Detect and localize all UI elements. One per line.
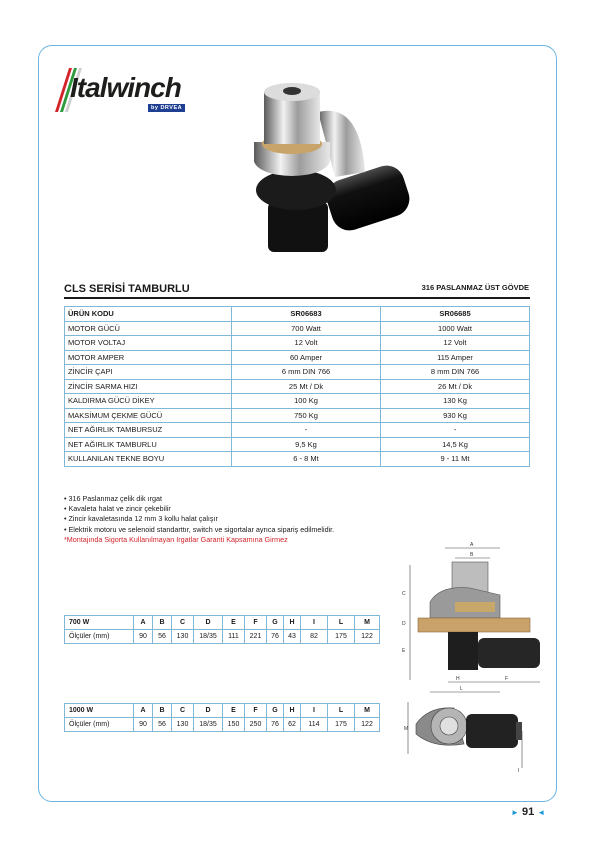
dim-value: 111 (223, 630, 245, 644)
dim-label-c: C (402, 591, 406, 597)
dim-value: 43 (284, 630, 301, 644)
spec-value: 9 - 11 Mt (381, 452, 530, 467)
spec-label: KALDIRMA GÜCÜ DİKEY (65, 394, 232, 409)
dim-col: I (301, 616, 328, 630)
product-subtitle: 316 PASLANMAZ ÜST GÖVDE (421, 283, 529, 292)
dim-label-d: D (402, 621, 406, 627)
dim-col: C (172, 616, 194, 630)
dim-value: 56 (153, 630, 172, 644)
dim-value: 18/35 (194, 630, 223, 644)
dim-col: F (245, 616, 267, 630)
dim-model: 1000 W (65, 704, 134, 718)
dim-value: 221 (245, 630, 267, 644)
dim-col: A (134, 704, 153, 718)
spec-col-sr06685: SR06685 (381, 307, 530, 322)
spec-value: 130 Kg (381, 394, 530, 409)
spec-label: MOTOR VOLTAJ (65, 336, 232, 351)
arrow-left-icon: ◄ (537, 808, 546, 817)
spec-value: 12 Volt (232, 336, 381, 351)
spec-label: MOTOR AMPER (65, 350, 232, 365)
dim-label-b: B (470, 552, 474, 558)
page-number-value: 91 (521, 806, 535, 818)
table-row (65, 394, 530, 409)
product-title: CLS SERİSİ TAMBURLU (64, 283, 190, 295)
dim-label-f: F (505, 676, 509, 682)
dim-label-e: E (402, 648, 406, 654)
spec-value: 60 Amper (232, 350, 381, 365)
dim-header-row (65, 704, 380, 718)
dimensions-table-700w (64, 615, 380, 644)
italwinch-logo (52, 62, 187, 120)
spec-table (64, 306, 530, 467)
arrow-right-icon: ► (511, 808, 519, 817)
dim-label-a: A (470, 542, 474, 548)
dim-value: 130 (172, 630, 194, 644)
dim-col: M (355, 704, 380, 718)
note-item: • Kavaleta halat ve zincir çekebilir (64, 504, 171, 514)
dim-col: L (328, 616, 355, 630)
spec-header-row (65, 307, 530, 322)
table-row (65, 379, 530, 394)
dim-col: L (328, 704, 355, 718)
table-row (65, 408, 530, 423)
dim-value: 62 (284, 718, 301, 732)
dim-value: 122 (355, 718, 380, 732)
dim-value: 90 (134, 718, 153, 732)
feature-notes (64, 494, 334, 545)
dim-model: 700 W (65, 616, 134, 630)
dim-label-l: L (460, 686, 463, 692)
spec-label: KULLANILAN TEKNE BOYU (65, 452, 232, 467)
dim-col: B (153, 704, 172, 718)
dim-col: C (172, 704, 194, 718)
table-row (65, 437, 530, 452)
logo-subline: by DRVEA (148, 104, 185, 112)
spec-value: 6 - 8 Mt (232, 452, 381, 467)
warranty-warning: *Montajında Sigorta Kullanılmayan Irgatlar Garanti Kapsamına Girmez (64, 534, 288, 544)
dim-value: 122 (355, 630, 380, 644)
spec-value: 26 Mt / Dk (381, 379, 530, 394)
dim-value: 90 (134, 630, 153, 644)
spec-label: NET AĞIRLIK TAMBURSUZ (65, 423, 232, 438)
dim-label: Ölçüler (mm) (65, 630, 134, 644)
spec-value: 930 Kg (381, 408, 530, 423)
dim-label-i: I (518, 768, 520, 774)
spec-value: 700 Watt (232, 321, 381, 336)
title-rule (64, 297, 530, 299)
spec-value: 12 Volt (381, 336, 530, 351)
winch-top-drawing (404, 694, 539, 774)
spec-value: 6 mm DIN 766 (232, 365, 381, 380)
spec-value: 8 mm DIN 766 (381, 365, 530, 380)
spec-value: 750 Kg (232, 408, 381, 423)
dim-value: 82 (301, 630, 328, 644)
dim-col: A (134, 616, 153, 630)
spec-col-sr06683: SR06683 (232, 307, 381, 322)
table-row (65, 452, 530, 467)
logo-wordmark: Italwinch (70, 72, 181, 103)
spec-value: 100 Kg (232, 394, 381, 409)
table-row (65, 630, 380, 644)
dim-value: 56 (153, 718, 172, 732)
note-item: • 316 Paslanmaz çelik dik ırgat (64, 494, 162, 503)
dim-col: H (284, 704, 301, 718)
table-row (65, 336, 530, 351)
dim-col: E (223, 704, 245, 718)
spec-value: - (232, 423, 381, 438)
spec-label: ZİNCİR ÇAPI (65, 365, 232, 380)
page-number (511, 806, 545, 818)
spec-value: 14,5 Kg (381, 437, 530, 452)
winch-product-image (240, 72, 420, 262)
spec-col-label: ÜRÜN KODU (65, 307, 232, 322)
dim-label: Ölçüler (mm) (65, 718, 134, 732)
spec-label: MAKSİMUM ÇEKME GÜCÜ (65, 408, 232, 423)
note-item: • Zincir kavaletasında 12 mm 3 kollu halat çalışır (64, 514, 218, 524)
dim-col: F (245, 704, 267, 718)
dim-value: 150 (223, 718, 245, 732)
dim-col: B (153, 616, 172, 630)
dim-header-row (65, 616, 380, 630)
dim-col: G (267, 616, 284, 630)
dim-value: 114 (301, 718, 328, 732)
table-row (65, 321, 530, 336)
dim-value: 175 (328, 630, 355, 644)
spec-label: MOTOR GÜCÜ (65, 321, 232, 336)
spec-value: 1000 Watt (381, 321, 530, 336)
table-row (65, 423, 530, 438)
dim-col: H (284, 616, 301, 630)
dim-col: E (223, 616, 245, 630)
dim-col: G (267, 704, 284, 718)
spec-value: 115 Amper (381, 350, 530, 365)
spec-value: 25 Mt / Dk (232, 379, 381, 394)
spec-label: NET AĞIRLIK TAMBURLU (65, 437, 232, 452)
dim-col: I (301, 704, 328, 718)
dim-value: 76 (267, 718, 284, 732)
spec-value: - (381, 423, 530, 438)
dim-value: 175 (328, 718, 355, 732)
note-item: • Elektrik motoru ve selenoid standarttır, switch ve sigortalar ayrıca sipariş edilmelidir. (64, 524, 335, 534)
spec-label: ZİNCİR SARMA HIZI (65, 379, 232, 394)
spec-value: 9,5 Kg (232, 437, 381, 452)
dimensions-table-1000w (64, 703, 380, 732)
dim-label-h: H (456, 676, 460, 682)
dim-col: M (355, 616, 380, 630)
dim-value: 250 (245, 718, 267, 732)
table-row (65, 350, 530, 365)
winch-side-drawing (400, 540, 548, 695)
dim-label-m: M (404, 726, 409, 732)
dim-col: D (194, 616, 223, 630)
table-row (65, 718, 380, 732)
dim-value: 76 (267, 630, 284, 644)
dim-value: 130 (172, 718, 194, 732)
dim-col: D (194, 704, 223, 718)
table-row (65, 365, 530, 380)
dim-value: 18/35 (194, 718, 223, 732)
